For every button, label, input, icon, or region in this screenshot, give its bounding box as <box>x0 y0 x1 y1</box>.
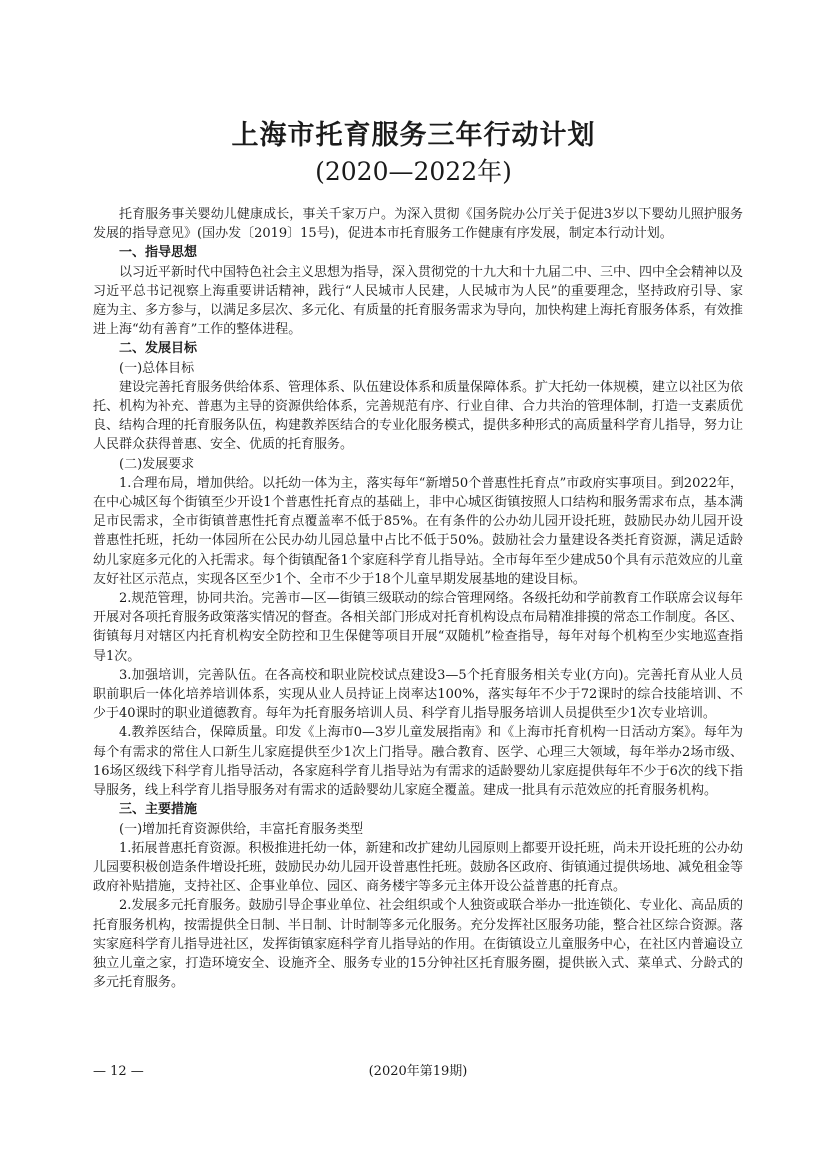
intro-paragraph: 托育服务事关婴幼儿健康成长，事关千家万户。为深入贯彻《国务院办公厅关于促进3岁以下婴幼儿照护服务发展的指导意见》(国办发〔2019〕15号)，促进本市托育服务工作健康有序发展，制定本行动计划。 <box>93 207 743 242</box>
subsection-heading-increase-supply: (一)增加托育资源供给，丰富托育服务类型 <box>119 821 364 837</box>
paragraph-requirement-1: 1.合理布局，增加供给。以托幼一体为主，落实每年“新增50个普惠性托育点”市政府实事项目。到2022年，在中心城区每个街镇至少开设1个普惠性托育点的基础上，非中心城区街镇按照人口结构和服务需求布点，基本满足市民需求，全市街镇普惠性托育点覆盖率不低于85%。在有条件的公办幼儿园开设托班，鼓励民办幼儿园开设普惠性托班，托幼一体园所在公民办幼儿园总量中占比不低于50%。鼓励社会力量建设各类托育资源，满足适龄幼儿家庭多元化的入托需求。每个街镇配备1个家庭科学育儿指导站。全市每年至少建成50个具有示范效应的儿童友好社区示范点，实现各区至少1个、全市不少于18个儿童早期发展基地的建设目标。 <box>93 475 743 587</box>
subsection-heading-overall-goals: (一)总体目标 <box>119 360 195 376</box>
paragraph-requirement-4: 4.教养医结合，保障质量。印发《上海市0—3岁儿童发展指南》和《上海市托育机构一日活动方案》。每年为每个有需求的常住人口新生儿家庭提供至少1次上门指导。融合教育、医学、心理三大领域，每年举办2场市级、16场区级线下科学育儿指导活动，各家庭科学育儿指导站为有需求的适龄婴幼儿家庭提供每年不少于6次的线下指导服务，线上科学育儿指导服务对有需求的适龄婴幼儿家庭全覆盖。建成一批具有示范效应的托育服务机构。 <box>93 725 743 799</box>
document-body <box>93 205 743 992</box>
paragraph-measure-2: 2.发展多元托育服务。鼓励引导企事业单位、社会组织或个人独资或联合举办一批连锁化、专业化、高品质的托育服务机构，按需提供全日制、半日制、计时制等多元化服务。充分发挥社区服务功能，整合社区综合资源。落实家庭科学育儿指导进社区，发挥街镇家庭科学育儿指导站的作用。在街镇设立儿童服务中心，在社区内普遍设立独立儿童之家，打造环境安全、设施齐全、服务专业的15分钟社区托育服务圈，提供嵌入式、菜单式、分龄式的多元托育服务。 <box>93 898 744 991</box>
issue-label: (2020年第19期) <box>368 1064 468 1079</box>
paragraph-requirement-3: 3.加强培训，完善队伍。在各高校和职业院校试点建设3—5个托育服务相关专业(方向)。完善托育从业人员职前职后一体化培养培训体系，实现从业人员持证上岗率达100%，落实每年不少于72课时的综合技能培训、不少于40课时的职业道德教育。每年为托育服务培训人员、科学育儿指导服务培训人员提供至少1次专业培训。 <box>93 667 743 722</box>
section-heading-main-measures: 三、主要措施 <box>119 802 198 818</box>
paragraph-guiding-ideology: 以习近平新时代中国特色社会主义思想为指导，深入贯彻党的十九大和十九届二中、三中、四中全会精神以及习近平总书记视察上海重要讲话精神，践行“人民城市人民建，人民城市为人民”的重要理念，坚持政府引导、家庭为主、多方参与，以满足多层次、多元化、有质量的托育服务需求为导向，加快构建上海托育服务体系，有效推进上海“幼有善育”工作的整体进程。 <box>93 264 744 338</box>
document-title: 上海市托育服务三年行动计划 <box>231 120 596 151</box>
subsection-heading-requirements: (二)发展要求 <box>119 456 195 472</box>
section-heading-guiding-ideology: 一、指导思想 <box>119 245 198 261</box>
section-heading-development-goals: 二、发展目标 <box>119 341 198 357</box>
paragraph-overall-goals: 建设完善托育服务供给体系、管理体系、队伍建设体系和质量保障体系。扩大托幼一体规模，建立以社区为依托、机构为补充、普惠为主导的资源供给体系，完善规范有序、行业自律、合力共治的管理体制，打造一支素质优良、结构合理的托育服务队伍，构建教养医结合的专业化服务模式，提供多种形式的高质量科学育儿指导，努力让人民群众获得普惠、安全、优质的托育服务。 <box>93 379 744 453</box>
page-number: — 12 — <box>93 1064 144 1079</box>
paragraph-requirement-2: 2.规范管理，协同共治。完善市—区—街镇三级联动的综合管理网络。各级托幼和学前教育工作联席会议每年开展对各项托育服务政策落实情况的督查。各相关部门形成对托育机构设点布局精准排摸的常态工作制度。各区、街镇每月对辖区内托育机构安全防控和卫生保健等项目开展“双随机”检查指导，每年对每个机构至少实地巡查指导1次。 <box>93 591 744 664</box>
paragraph-measure-1: 1.拓展普惠托育资源。积极推进托幼一体，新建和改扩建幼儿园原则上都要开设托班，尚未开设托班的公办幼儿园要积极创造条件增设托班，鼓励民办幼儿园开设普惠性托班。鼓励各区政府、街镇通过提供场地、减免租金等政府补贴措施，支持社区、企事业单位、园区、商务楼宇等多元主体开设公益普惠的托育点。 <box>93 840 744 895</box>
document-subtitle: (2020—2022年) <box>315 157 512 186</box>
